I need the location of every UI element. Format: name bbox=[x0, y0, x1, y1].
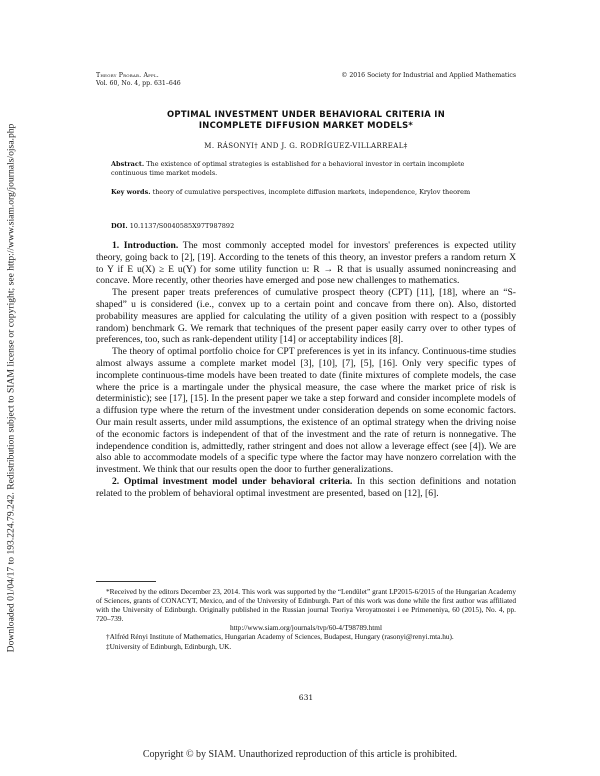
authors: M. RÁSONYI† AND J. G. RODRÍGUEZ-VILLARREAL‡ bbox=[204, 142, 408, 150]
keywords-text: theory of cumulative perspectives, incomplete diffusion markets, independence, Krylov theorem bbox=[152, 188, 471, 196]
doi-text: 10.1137/S0040585X97T987892 bbox=[129, 222, 235, 230]
download-stamp bbox=[0, 0, 22, 776]
section-2-text: In this section definitions and notation related to the problem of behavioral optimal investment are presented, based on [12], [6]. bbox=[96, 475, 516, 499]
title-line-2: INCOMPLETE DIFFUSION MARKET MODELS* bbox=[198, 120, 414, 130]
bottom-copyright: Copyright © by SIAM. Unauthorized reproduction of this article is prohibited. bbox=[142, 749, 458, 760]
page-number: 631 bbox=[298, 693, 314, 702]
download-stamp-text: Downloaded 01/04/17 to 193.224.79.242. Redistribution subject to SIAM license or copyright; see http://www.siam.org/journals/ojsa.php bbox=[5, 123, 17, 653]
journal-name: Theory Probab. Appl. bbox=[96, 72, 159, 79]
paper-page bbox=[96, 0, 516, 776]
society-copyright: © 2016 Society for Industrial and Applied Mathematics bbox=[341, 72, 516, 79]
abstract bbox=[111, 160, 502, 178]
intro-heading: 1. Introduction. bbox=[112, 240, 179, 251]
intro-paragraph-3: The theory of optimal portfolio choice for CPT preferences is yet in its infancy. Continuous-time studies almost always assume a complete market model [3], [10], [7], [5], [16]. Only very specific types of incomplete continuous-time models have been treated to date (finite mixtures of complete models, the case where the price is a martingale under the physical measure, the case where the market price of risk is deterministic); see [17], [15]. In the present paper we take a step forward and consider incomplete models of a diffusion type where the return of the investment under consideration depends on some economic factors. Our main result asserts, under mild assumptions, the existence of an optimal strategy when the driving noise of the economic factors is independent of that of the investment and the rate of return is nonnegative. The independence condition is, admittedly, rather stringent and does not allow a leverage effect (see [4]). We are also able to accommodate models of a specific type where the factor may have nonzero correlation with the investment. We think that our results open the door to further generalizations. bbox=[96, 346, 516, 476]
keywords bbox=[111, 188, 502, 197]
section-2-paragraph bbox=[96, 476, 516, 500]
footnotes bbox=[96, 587, 516, 651]
paper-title bbox=[96, 109, 516, 131]
abstract-text: The existence of optimal strategies is established for a behavioral investor in certain incomplete continuous time market models. bbox=[111, 160, 465, 178]
intro-p1-text: The most commonly accepted model for investors' preferences is expected utility theory, going back to [2], [19]. According to the tenets of this theory, an investor prefers a random return X to Y if E u(X) ≥ E u(Y) for some utility function u: R → R that is usually assumed nonincreasing and concave. More recently, other theories have emerged and pose new challenges to mathematics. bbox=[96, 240, 516, 287]
abstract-label: Abstract. bbox=[111, 160, 145, 168]
footnote-received: *Received by the editors December 23, 2014. This work was supported by the “Lendület” grant LP2015-6/2015 of the Hungarian Academy of Sciences, grants of CONACYT, Mexico, and of the University of Edinburgh. Part of this work was done while the first author was affiliated with the University of Edinburgh. Originally published in the Russian journal Teoriya Veroyatnostei i ee Primeneniya, 60 (2015), No. 4, pp. 720–739. bbox=[96, 587, 516, 624]
footnote-author-2: ‡University of Edinburgh, Edinburgh, UK. bbox=[106, 641, 232, 651]
section-2-heading: 2. Optimal investment model under behavioral criteria. bbox=[112, 475, 353, 487]
doi-label: DOI. bbox=[111, 222, 128, 230]
body-text bbox=[96, 240, 516, 500]
doi bbox=[111, 222, 502, 230]
intro-paragraph-2: The present paper treats preferences of cumulative prospect theory (CPT) [11], [18], where an “S-shaped” u is considered (i.e., convex up to a certain point and concave from there on). Also, distorted probability measures are applied for calculating the utility of a given position with respect to a (possibly random) benchmark G. We remark that techniques of the present paper easily carry over to other types of preferences, too, such as rank-dependent utility [14] or acceptability indices [8]. bbox=[96, 287, 516, 346]
intro-paragraph-1 bbox=[96, 240, 516, 287]
footnote-author-1: †Alfréd Rényi Institute of Mathematics, Hungarian Academy of Sciences, Budapest, Hungary (rasonyi@renyi.mta.hu). bbox=[106, 632, 454, 642]
keywords-label: Key words. bbox=[111, 188, 151, 196]
running-head-journal bbox=[96, 72, 181, 88]
title-line-1: OPTIMAL INVESTMENT UNDER BEHAVIORAL CRITERIA IN bbox=[166, 109, 446, 119]
footnote-rule bbox=[96, 581, 156, 582]
journal-volume: Vol. 60, No. 4, pp. 631–646 bbox=[96, 80, 181, 87]
footnote-url[interactable]: http://www.siam.org/journals/tvp/60-4/T98789.html bbox=[229, 623, 382, 633]
